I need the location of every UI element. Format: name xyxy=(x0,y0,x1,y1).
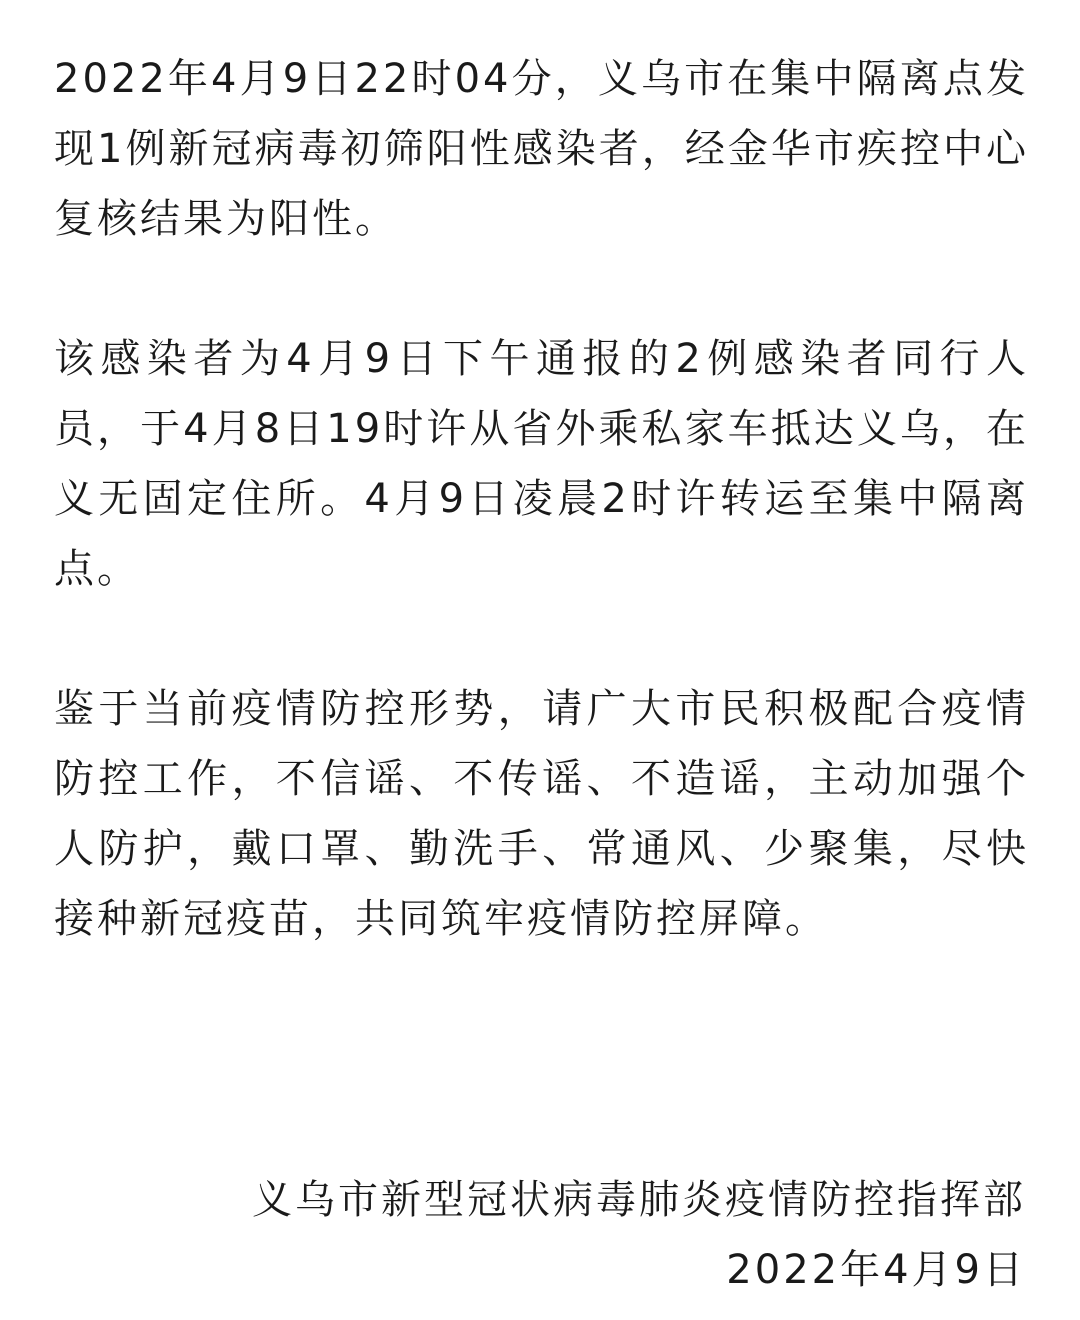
signature-block xyxy=(252,1165,1026,1305)
notice-body xyxy=(54,44,1029,954)
notice-paragraph-1: 2022年4月9日22时04分，义乌市在集中隔离点发现1例新冠病毒初筛阳性感染者，经金华市疾控中心复核结果为阳性。 xyxy=(54,56,1029,242)
notice-paragraph-2: 该感染者为4月9日下午通报的2例感染者同行人员，于4月8日19时许从省外乘私家车抵达义乌，在义无固定住所。4月9日凌晨2时许转运至集中隔离点。 xyxy=(54,336,1029,592)
issue-date: 2022年4月9日 xyxy=(726,1247,1026,1293)
issuer-name: 义乌市新型冠状病毒肺炎疫情防控指挥部 xyxy=(252,1177,1026,1223)
notice-paragraph-3: 鉴于当前疫情防控形势，请广大市民积极配合疫情防控工作，不信谣、不传谣、不造谣，主动加强个人防护，戴口罩、勤洗手、常通风、少聚集，尽快接种新冠疫苗，共同筑牢疫情防控屏障。 xyxy=(54,686,1029,942)
